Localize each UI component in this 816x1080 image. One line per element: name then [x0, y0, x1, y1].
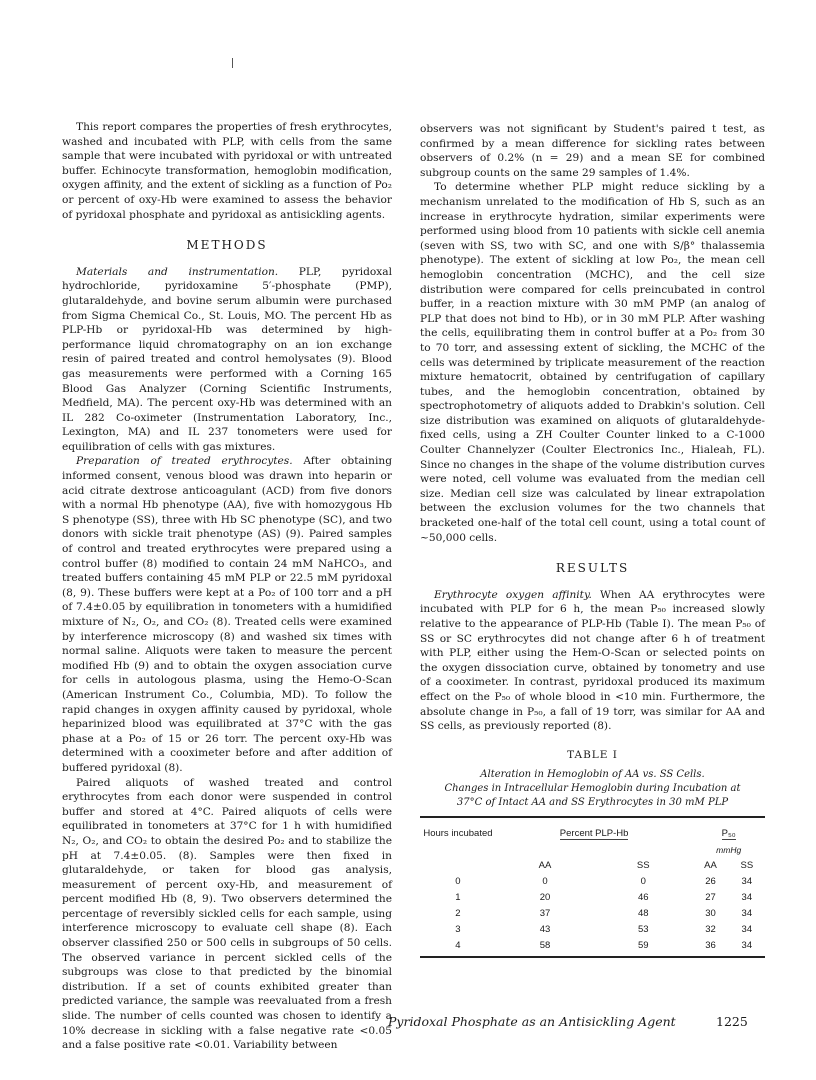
- materials-text: PLP, pyridoxal hydrochloride, pyridoxamine 5′-phosphate (PMP), glutaraldehyde, and bovine serum albumin were purchased from Sigma Chemical Co., St. Louis, MO. The percent Hb as PLP-Hb or pyridoxal-Hb was determined by high-performance liquid chromatography on an ion exchange resin of paired treated and control hemolysates (9). Blood gas measurements were performed with a Corning 165 Blood Gas Analyzer (Corning Scientific Instruments, Medfield, MA). The percent oxy-Hb was determined with an IL 282 Co-oximeter (Instrumentation Laboratory, Inc., Lexington, MA) and IL 237 tonometers were used for equilibration of cells with gas mixtures.: [62, 265, 392, 453]
- preparation-text: After obtaining informed consent, venous blood was drawn into heparin or acid citrate dextrose anticoagulant (ACD) from five donors with a normal Hb phenotype (AA), five with homozygous Hb S phenotype (SS), three with Hb SC phenotype (SC), and two donors with sickle trait phenotype (AS) (9). Paired samples of control and treated erythrocytes were prepared using a control buffer (8) modified to contain 24 mM NaHCO₃, and treated buffers containing 45 mM PLP or 22.5 mM pyridoxal (8, 9). These buffers were kept at a Po₂ of 100 torr and a pH of 7.4±0.05 by equilibration in tonometers with a humidified mixture of N₂, O₂, and CO₂ (8). Treated cells were examined by interference microscopy (8) and washed six times with normal saline. Aliquots were taken to measure the percent modified Hb (9) and to obtain the oxygen association curve for cells in autologous plasma, using the Hemo-O-Scan (American Instrument Co., Columbia, MD). To follow the rapid changes in oxygen affinity caused by pyridoxal, whole heparinized blood was equilibrated at 37°C with the gas phase at a Po₂ of 15 or 26 torr. The percent oxy-Hb was determined with a cooximeter before and after addition of buffered pyridoxal (8).: [62, 455, 392, 774]
- cell-p50-ss: 34: [741, 924, 753, 936]
- page-number: 1225: [716, 1014, 748, 1029]
- left-column: [62, 120, 392, 1053]
- cell-hours: 0: [455, 876, 461, 888]
- cell-plp-aa: 58: [496, 938, 594, 957]
- running-title: Pyridoxal Phosphate as an Antisickling Agent: [388, 1014, 676, 1029]
- cell-plp-aa: 0: [542, 876, 548, 888]
- cell-p50-aa: 36: [692, 938, 728, 957]
- cell-p50-aa: 30: [705, 908, 716, 920]
- data-table: [420, 816, 765, 958]
- subheader-ss: SS: [636, 860, 650, 872]
- header-percent-plp-hb: Percent PLP-Hb: [496, 817, 692, 842]
- cell-plp-ss: 59: [594, 938, 692, 957]
- table-caption-line: Changes in Intracellular Hemoglobin during Incubation at: [444, 783, 741, 795]
- results-text: When AA erythrocytes were incubated with PLP for 6 h, the mean P₅₀ increased slowly relative to the appearance of PLP-Hb (Table I). The mean P₅₀ of SS or SC erythrocytes did not change after 6 h of treatment with PLP, either using the Hem-O-Scan or selected points on the oxygen dissociation curve, obtained by tonometry and use of a cooximeter. In contrast, pyridoxal produced its maximum effect on the P₅₀ of whole blood in <10 min. Furthermore, the absolute change in P₅₀, a fall of 19 torr, was similar for AA and SS cells, as previously reported (8).: [420, 588, 765, 733]
- table-subheader-row: [420, 858, 765, 874]
- cell-plp-ss: 46: [637, 892, 649, 904]
- preparation-paragraph: [62, 454, 392, 775]
- cell-p50-aa: 26: [705, 876, 716, 888]
- table-row: [420, 938, 765, 957]
- cell-hours: 1: [455, 892, 461, 904]
- subheader-ss: SS: [740, 860, 754, 872]
- intro-paragraph: This report compares the properties of fresh erythrocytes, washed and incubated with PLP, with cells from the same sample that were incubated with pyridoxal or with untreated buffer. Echinocyte transformation, hemoglobin modification, oxygen affinity, and the extent of sickling as a function of Po₂ or percent of oxy-Hb were examined to assess the behavior of pyridoxal phosphate and pyridoxal as antisickling agents.: [62, 121, 392, 221]
- cell-plp-aa: 43: [539, 924, 551, 936]
- results-subheading: Erythrocyte oxygen affinity.: [434, 588, 592, 601]
- table-caption-line: 37°C of Intact AA and SS Erythrocytes in 30 mM PLP: [456, 797, 729, 809]
- mechanism-paragraph: To determine whether PLP might reduce sickling by a mechanism unrelated to the modification of Hb S, such as an increase in erythrocyte hydration, similar experiments were performed using blood from 10 patients with sickle cell anemia (seven with SS, two with SC, and one with S/β° thalassemia phenotype). The extent of sickling at low Po₂, the mean cell hemoglobin concentration (MCHC), and the cell size distribution were compared for cells preincubated in control buffer, in a reaction mixture with 30 mM PMP (an analog of PLP that does not bind to Hb), or in 30 mM PLP. After washing the cells, equilibrating them in control buffer at a Po₂ from 30 to 70 torr, and assessing extent of sickling, the MCHC of the cells was determined by triplicate measurement of the reaction mixture hematocrit, obtained by centrifugation of capillary tubes, and the hemoglobin concentration, obtained by spectrophotometry of aliquots added to Drabkin's solution. Cell size distribution was examined on aliquots of glutaraldehyde-fixed cells, using a ZH Coulter Counter linked to a C-1000 Coulter Channelyzer (Coulter Electronics Inc., Hialeah, FL). Since no changes in the shape of the volume distribution curves were noted, cell volume was evaluated from the median cell size. Median cell size was calculated by linear extrapolation between the exclusion volumes for the two channels that bracketed one-half of the total cell count, using a total count of ~50,000 cells.: [420, 181, 765, 544]
- cell-p50-aa: 32: [705, 924, 716, 936]
- preparation-subheading: Preparation of treated erythrocytes.: [76, 455, 293, 468]
- table-header-row: [420, 817, 765, 842]
- paired-aliquots-paragraph: Paired aliquots of washed treated and control erythrocytes from each donor were suspended in control buffer and stored at 4°C. Paired aliquots of cells were equilibrated in tonometers at 37°C for 1 h with humidified N₂, O₂, and CO₂ to obtain the desired Po₂ and to stabilize the pH at 7.4±0.05. (8). Samples were then fixed in glutaraldehyde, or taken for blood gas analysis, measurement of percent oxy-Hb, and measurement of percent modified Hb (8, 9). Two observers determined the percentage of reversibly sickled cells for each sample, using interference microscopy to evaluate cell shape (8). Each observer classified 250 or 500 cells in subgroups of 50 cells. The observed variance in percent sickled cells of the subgroups was close to that predicted by the binomial distribution. If a set of counts exhibited greater than predicted variance, the sample was reevaluated from a fresh slide. The number of cells counted was chosen to identify a 10% decrease in sickling with a false negative rate <0.05 and a false positive rate <0.01. Variability between: [62, 776, 392, 1052]
- continued-paragraph: observers was not significant by Student's paired t test, as confirmed by a mean difference for sickling rates between observers of 0.2% (n = 29) and a mean SE for combined subgroup counts on the same 29 samples of 1.4%.: [420, 123, 765, 179]
- table-caption-line: Alteration in Hemoglobin of AA vs. SS Cells.: [480, 769, 705, 781]
- table-row: [420, 890, 765, 906]
- cell-plp-aa: 20: [539, 892, 551, 904]
- subheader-aa: AA: [538, 860, 552, 872]
- subheader-aa: AA: [704, 860, 717, 872]
- table-unit-row: [420, 842, 765, 858]
- results-paragraph: [420, 588, 765, 734]
- cell-hours: 2: [455, 908, 461, 920]
- table-row: [420, 922, 765, 938]
- cell-plp-ss: 53: [637, 924, 649, 936]
- margin-tick-mark: [232, 58, 233, 68]
- cell-plp-aa: 37: [539, 908, 551, 920]
- cell-p50-ss: 34: [741, 892, 753, 904]
- cell-plp-ss: 48: [637, 908, 649, 920]
- right-column: [420, 122, 765, 958]
- cell-p50-ss: 34: [741, 908, 753, 920]
- materials-subheading: Materials and instrumentation.: [76, 265, 279, 278]
- materials-paragraph: [62, 265, 392, 455]
- cell-p50-ss: 34: [729, 938, 765, 957]
- methods-heading: METHODS: [186, 238, 268, 253]
- header-p50: P₅₀: [692, 817, 765, 842]
- cell-hours: 3: [455, 924, 461, 936]
- cell-plp-ss: 0: [640, 876, 646, 888]
- results-heading: RESULTS: [555, 561, 630, 576]
- table-title: TABLE I: [567, 748, 618, 761]
- table-row: [420, 906, 765, 922]
- table-row: [420, 874, 765, 890]
- cell-p50-aa: 27: [705, 892, 716, 904]
- cell-hours: 4: [420, 938, 496, 957]
- cell-p50-ss: 34: [741, 876, 753, 888]
- table-caption: [420, 768, 765, 810]
- header-unit: mmHg: [716, 845, 742, 856]
- header-hours: Hours incubated: [420, 817, 496, 842]
